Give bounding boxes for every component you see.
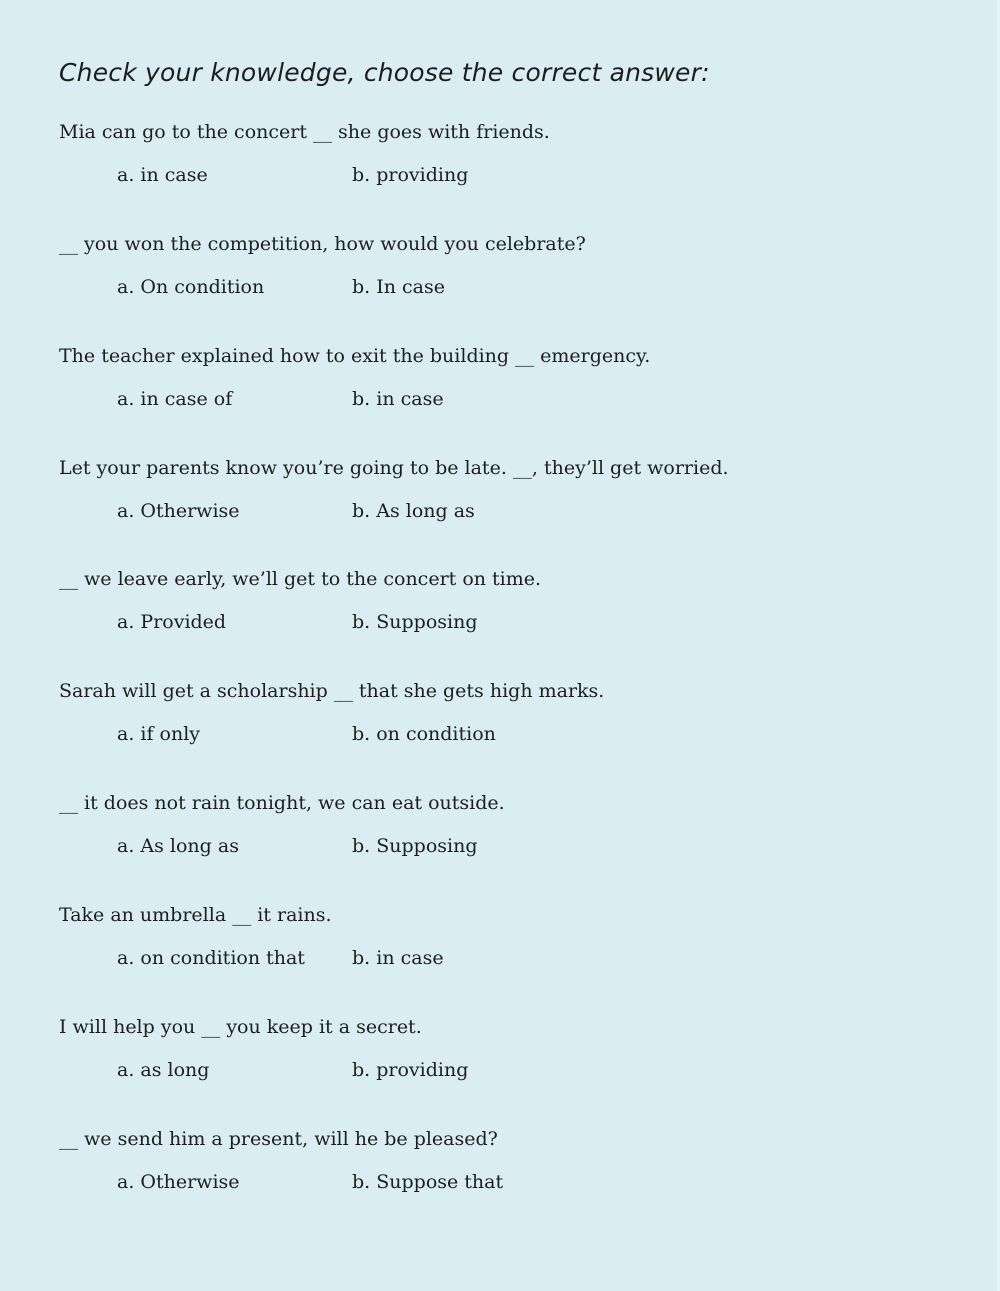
worksheet-title: Check your knowledge, choose the correct answer: [59, 58, 710, 87]
question-6 [59, 680, 959, 770]
question-text: Let your parents know you’re going to be late. __, they’ll get worried. [59, 457, 729, 479]
question-text: The teacher explained how to exit the building __ emergency. [59, 345, 651, 367]
option-a[interactable]: a. Provided [117, 611, 227, 633]
option-a[interactable]: a. if only [117, 723, 201, 745]
option-a[interactable]: a. as long [117, 1059, 210, 1081]
option-b[interactable]: b. In case [352, 276, 445, 298]
question-7 [59, 792, 959, 882]
question-4 [59, 457, 959, 547]
option-b[interactable]: b. Suppose that [352, 1171, 504, 1193]
option-b[interactable]: b. on condition [352, 723, 496, 745]
question-text: I will help you __ you keep it a secret. [59, 1016, 422, 1038]
option-b[interactable]: b. providing [352, 1059, 469, 1081]
option-b[interactable]: b. in case [352, 388, 444, 410]
question-9 [59, 1016, 959, 1106]
option-b[interactable]: b. As long as [352, 500, 475, 522]
question-text: Sarah will get a scholarship __ that she gets high marks. [59, 680, 605, 702]
question-text: Mia can go to the concert __ she goes with friends. [59, 121, 550, 143]
option-b[interactable]: b. Supposing [352, 611, 478, 633]
question-text: __ you won the competition, how would you celebrate? [59, 233, 586, 255]
question-text: __ we leave early, we’ll get to the concert on time. [59, 568, 542, 590]
question-text: __ it does not rain tonight, we can eat outside. [59, 792, 505, 814]
question-8 [59, 904, 959, 994]
question-10 [59, 1128, 959, 1218]
question-5 [59, 568, 959, 658]
option-a[interactable]: a. in case of [117, 388, 233, 410]
option-a[interactable]: a. Otherwise [117, 500, 240, 522]
option-a[interactable]: a. On condition [117, 276, 265, 298]
question-1 [59, 121, 959, 211]
option-a[interactable]: a. on condition that [117, 947, 305, 969]
option-b[interactable]: b. in case [352, 947, 444, 969]
option-a[interactable]: a. Otherwise [117, 1171, 240, 1193]
option-b[interactable]: b. providing [352, 164, 469, 186]
question-text: __ we send him a present, will he be pleased? [59, 1128, 498, 1150]
option-a[interactable]: a. As long as [117, 835, 239, 857]
question-2 [59, 233, 959, 323]
option-a[interactable]: a. in case [117, 164, 208, 186]
question-text: Take an umbrella __ it rains. [59, 904, 332, 926]
question-3 [59, 345, 959, 435]
option-b[interactable]: b. Supposing [352, 835, 478, 857]
